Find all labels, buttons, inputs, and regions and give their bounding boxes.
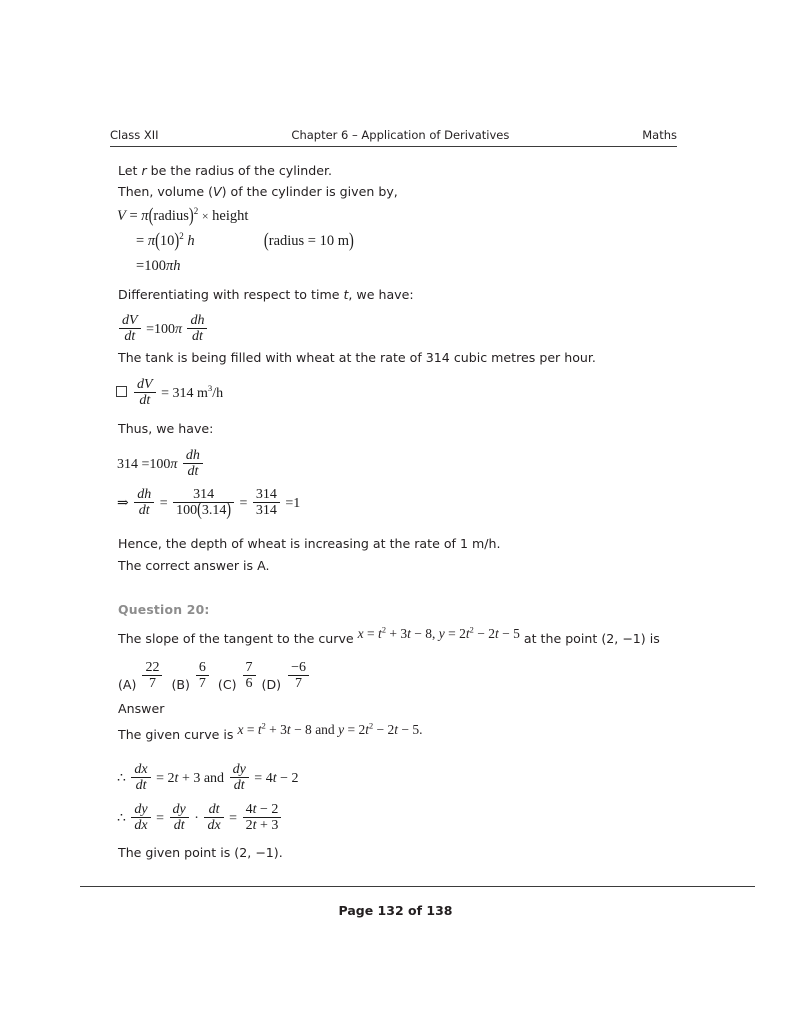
eq-coefficient: 100 [149, 456, 171, 472]
option-value-a[interactable] [140, 660, 164, 692]
equation-derivatives [117, 762, 298, 794]
eq-exponent: 2 [381, 625, 386, 635]
eq-pi: π [174, 321, 182, 337]
eq-numerator: 314 [253, 487, 280, 503]
text-correct-answer: The correct answer is A. [118, 558, 270, 573]
fraction-result [243, 802, 282, 834]
eq-var-y: y [239, 762, 246, 777]
eq-numerator: −6 [288, 660, 309, 676]
eq-var-t: t [394, 722, 399, 737]
eq-term: + 3 [259, 818, 279, 834]
eq-radius-value: 10 [159, 233, 175, 249]
inline-equation-given-curve [237, 722, 422, 737]
eq-radius-note: radius = 10 m [268, 233, 350, 249]
option-value-d[interactable] [286, 660, 311, 692]
eq-var-V: V [144, 377, 153, 392]
eq-equals: = [229, 810, 238, 826]
eq-d: d [207, 818, 215, 834]
eq-equals: = [448, 626, 456, 641]
eq-d: d [187, 464, 195, 480]
eq-d: d [138, 503, 146, 519]
eq-equals: = [254, 770, 263, 786]
eq-exponent: 2 [368, 721, 374, 731]
option-value-b[interactable] [194, 660, 211, 692]
fraction-dy-dx [131, 802, 150, 834]
text-fragment: at the point (2, −1) is [519, 631, 660, 646]
var-t: t [343, 287, 349, 302]
eq-equals: = [156, 770, 165, 786]
eq-var-t: t [131, 329, 136, 345]
option-value-c[interactable] [241, 660, 258, 692]
eq-equals: = [136, 233, 145, 249]
fraction-314-over-100pi: $\frac{314}{100(3.14)}$ [173, 487, 234, 519]
text-fragment: Then, volume ( [118, 184, 213, 199]
eq-var-x: x [214, 818, 221, 834]
eq-numerator: 314 [173, 487, 234, 503]
eq-equals: = [136, 258, 145, 274]
eq-denominator: 6 [245, 676, 253, 692]
eq-d: d [134, 802, 142, 817]
text-fragment: Differentiating with respect to time [118, 287, 344, 302]
eq-radius-word: radius [153, 208, 189, 224]
eq-exponent: 2 [179, 231, 184, 242]
eq-coefficient: 2 [459, 626, 466, 641]
eq-equals: = [156, 810, 165, 826]
eq-var-t: t [180, 818, 185, 834]
equation-volume-line2: = $\pi(10)^2$ h (radius = 10 m) [136, 230, 354, 252]
eq-var-t: t [494, 626, 499, 641]
eq-coefficient: 2 [358, 722, 366, 737]
eq-d: d [172, 802, 180, 817]
equation-volume-line1: V = π(radius)$^2$ × height [117, 205, 249, 227]
eq-var-t: t [174, 770, 179, 786]
fraction-314-over-314 [253, 487, 280, 519]
text-given-curve [118, 721, 423, 743]
eq-term: − 2 [477, 626, 495, 641]
eq-d: d [208, 802, 216, 817]
eq-equals: = [146, 321, 154, 337]
eq-var-x: x [357, 626, 364, 641]
eq-exponent: 2 [193, 206, 199, 217]
eq-d: d [232, 762, 240, 777]
eq-d: d [134, 762, 142, 777]
option-label-a[interactable]: (A) [118, 676, 137, 692]
fraction-dV-dt [119, 313, 141, 345]
eq-var-t: t [240, 778, 245, 794]
text-thus: Thus, we have: [118, 421, 214, 436]
eq-var-t: t [378, 626, 382, 641]
question-20-prompt [118, 625, 660, 647]
eq-coefficient: 2 [167, 770, 175, 786]
eq-var-h: h [197, 313, 205, 328]
eq-unit-exponent: 3 [207, 383, 213, 394]
eq-var-t: t [145, 503, 150, 519]
eq-d: d [173, 818, 181, 834]
eq-denominator-value: 3.14 [201, 503, 227, 519]
var-r: r [141, 163, 147, 178]
eq-var-h: h [187, 233, 195, 249]
eq-var-t: t [146, 393, 151, 409]
eq-var-t: t [365, 722, 369, 737]
eq-times: × [201, 209, 209, 223]
inline-equation-curve [358, 626, 520, 641]
eq-pi: π [141, 208, 149, 224]
eq-var-t: t [257, 722, 262, 737]
text-fragment: The given curve is [118, 727, 238, 742]
equation-dVdt [117, 313, 209, 345]
equation-solve-dhdt [117, 487, 300, 519]
eq-coefficient: 100 [153, 321, 175, 337]
fraction-dx-dt [131, 762, 150, 794]
eq-pi: π [170, 456, 178, 472]
text-fragment: ) of the cylinder is given by, [221, 184, 398, 199]
eq-equals: = [159, 495, 168, 511]
eq-var-x: x [141, 818, 148, 834]
eq-d: d [185, 448, 193, 463]
eq-equals: = [246, 722, 255, 737]
text-fragment: be the radius of the cylinder. [146, 163, 332, 178]
eq-var-t: t [252, 802, 257, 817]
eq-d: d [139, 393, 147, 409]
eq-multiply-dot: · [194, 810, 199, 826]
answer-label: Answer [118, 701, 165, 716]
eq-term: − 5 [502, 626, 520, 641]
eq-var-t: t [194, 464, 199, 480]
eq-coefficient: 4 [265, 770, 273, 786]
eq-term: − 8 [294, 722, 312, 737]
equation-volume-line3 [136, 259, 180, 274]
eq-d: d [192, 329, 200, 345]
eq-coefficient: 4 [245, 802, 253, 817]
var-V: V [212, 184, 222, 199]
eq-numerator: 22 [142, 660, 162, 676]
eq-d: d [134, 818, 142, 834]
eq-var-t: t [199, 329, 203, 345]
eq-numerator: 6 [196, 660, 209, 676]
option-label-b[interactable]: (B) [171, 676, 190, 692]
eq-var-t: t [215, 802, 220, 817]
eq-var-y: y [179, 802, 186, 817]
page-number-label: Page 132 of 138 [338, 903, 453, 918]
eq-term: + 3 [389, 626, 408, 641]
header-chapter-title: Chapter 6 – Application of Derivatives [291, 128, 510, 142]
eq-implies-arrow: ⇒ [117, 495, 129, 511]
text-hence-depth: Hence, the depth of wheat is increasing at the rate of 1 m/h. [118, 536, 501, 551]
eq-coefficient: 2 [245, 818, 253, 834]
fraction-dh-dt [134, 487, 154, 519]
eq-pi: π [147, 233, 156, 249]
eq-exponent: 2 [261, 721, 266, 731]
missing-glyph-box [116, 386, 127, 397]
eq-therefore: ∴ [117, 810, 126, 826]
eq-var-t: t [252, 818, 257, 834]
eq-var-h: h [144, 487, 152, 502]
fraction-dy-dt [230, 762, 249, 794]
text-fragment: The slope of the tangent to the curve [118, 631, 358, 646]
text-fragment: Let [118, 163, 142, 178]
eq-unit-suffix: /h [212, 385, 224, 401]
text-given-point: The given point is (2, −1). [118, 845, 283, 860]
eq-d: d [233, 778, 241, 794]
eq-conjunction: and [315, 722, 335, 737]
eq-d: d [124, 329, 132, 345]
eq-d: d [122, 313, 129, 328]
fraction-dh-dt [187, 313, 207, 345]
eq-equals: = [239, 495, 248, 511]
eq-denominator: 7 [295, 676, 303, 692]
eq-d: d [190, 313, 198, 328]
eq-lhs-value: 314 [117, 456, 138, 472]
fraction-dt-dx [204, 802, 223, 834]
eq-term: − 8, [414, 626, 436, 641]
eq-var-x: x [141, 762, 148, 777]
page-header [110, 128, 677, 148]
fraction-dh-dt [183, 448, 203, 480]
eq-var-t: t [272, 770, 277, 786]
fraction-dy-dt [170, 802, 189, 834]
eq-height-word: height [212, 208, 249, 224]
eq-term: − 2 [280, 770, 299, 786]
header-divider [110, 146, 677, 147]
eq-pi: π [165, 258, 174, 274]
eq-term: − 5. [401, 722, 423, 737]
text-volume-intro [118, 184, 398, 199]
eq-equals: = [129, 208, 138, 224]
eq-term: + 3 [181, 770, 201, 786]
eq-term: − 2 [259, 802, 279, 817]
option-label-c[interactable]: (C) [217, 676, 237, 692]
header-subject-label: Maths [642, 128, 677, 142]
option-label-d[interactable]: (D) [261, 676, 282, 692]
eq-var-y: y [141, 802, 148, 817]
eq-d: d [137, 377, 144, 392]
eq-var-t: t [407, 626, 411, 641]
text-tank-rate: The tank is being filled with wheat at the rate of 314 cubic metres per hour. [118, 350, 596, 365]
eq-denominator: 7 [148, 676, 156, 692]
eq-var-t: t [465, 626, 470, 641]
eq-d: d [135, 778, 143, 794]
eq-coefficient: 100 [144, 258, 166, 274]
question-20-heading: Question 20: [118, 602, 210, 617]
eq-equals: = [141, 456, 150, 472]
eq-numerator: 7 [243, 660, 256, 676]
header-class-label: Class XII [110, 128, 159, 142]
text-differentiating [118, 287, 414, 302]
eq-denominator: 314 [255, 503, 277, 519]
question-20-options [118, 660, 311, 692]
eq-result: 1 [293, 495, 301, 511]
eq-denominator-prefix: 100 [176, 503, 198, 519]
text-let-radius [118, 163, 332, 178]
equation-thus [117, 448, 205, 480]
eq-equals: = [161, 385, 169, 401]
eq-var-V: V [129, 313, 138, 328]
equation-chain-rule [117, 802, 283, 834]
eq-var-y: y [438, 626, 445, 641]
eq-var-t: t [142, 778, 147, 794]
text-fragment: , we have: [348, 287, 414, 302]
eq-equals: = [285, 495, 294, 511]
eq-therefore: ∴ [117, 770, 126, 786]
eq-term: + 3 [269, 722, 287, 737]
eq-var-x: x [237, 722, 244, 737]
eq-rate-value: 314 m [172, 385, 208, 401]
fraction-dV-dt [134, 377, 156, 409]
eq-var-y: y [338, 722, 345, 737]
eq-var-h: h [173, 258, 181, 274]
eq-conjunction: and [203, 770, 225, 786]
eq-d: d [137, 487, 145, 502]
eq-exponent: 2 [469, 625, 474, 635]
eq-term: − 2 [376, 722, 395, 737]
eq-var-h: h [192, 448, 200, 463]
footer-divider [80, 886, 755, 887]
eq-denominator: 7 [198, 676, 206, 692]
equation-rate [116, 377, 223, 409]
eq-equals: = [347, 722, 356, 737]
eq-var-t: t [286, 722, 291, 737]
eq-equals: = [367, 626, 375, 641]
eq-var-V: V [117, 208, 126, 224]
